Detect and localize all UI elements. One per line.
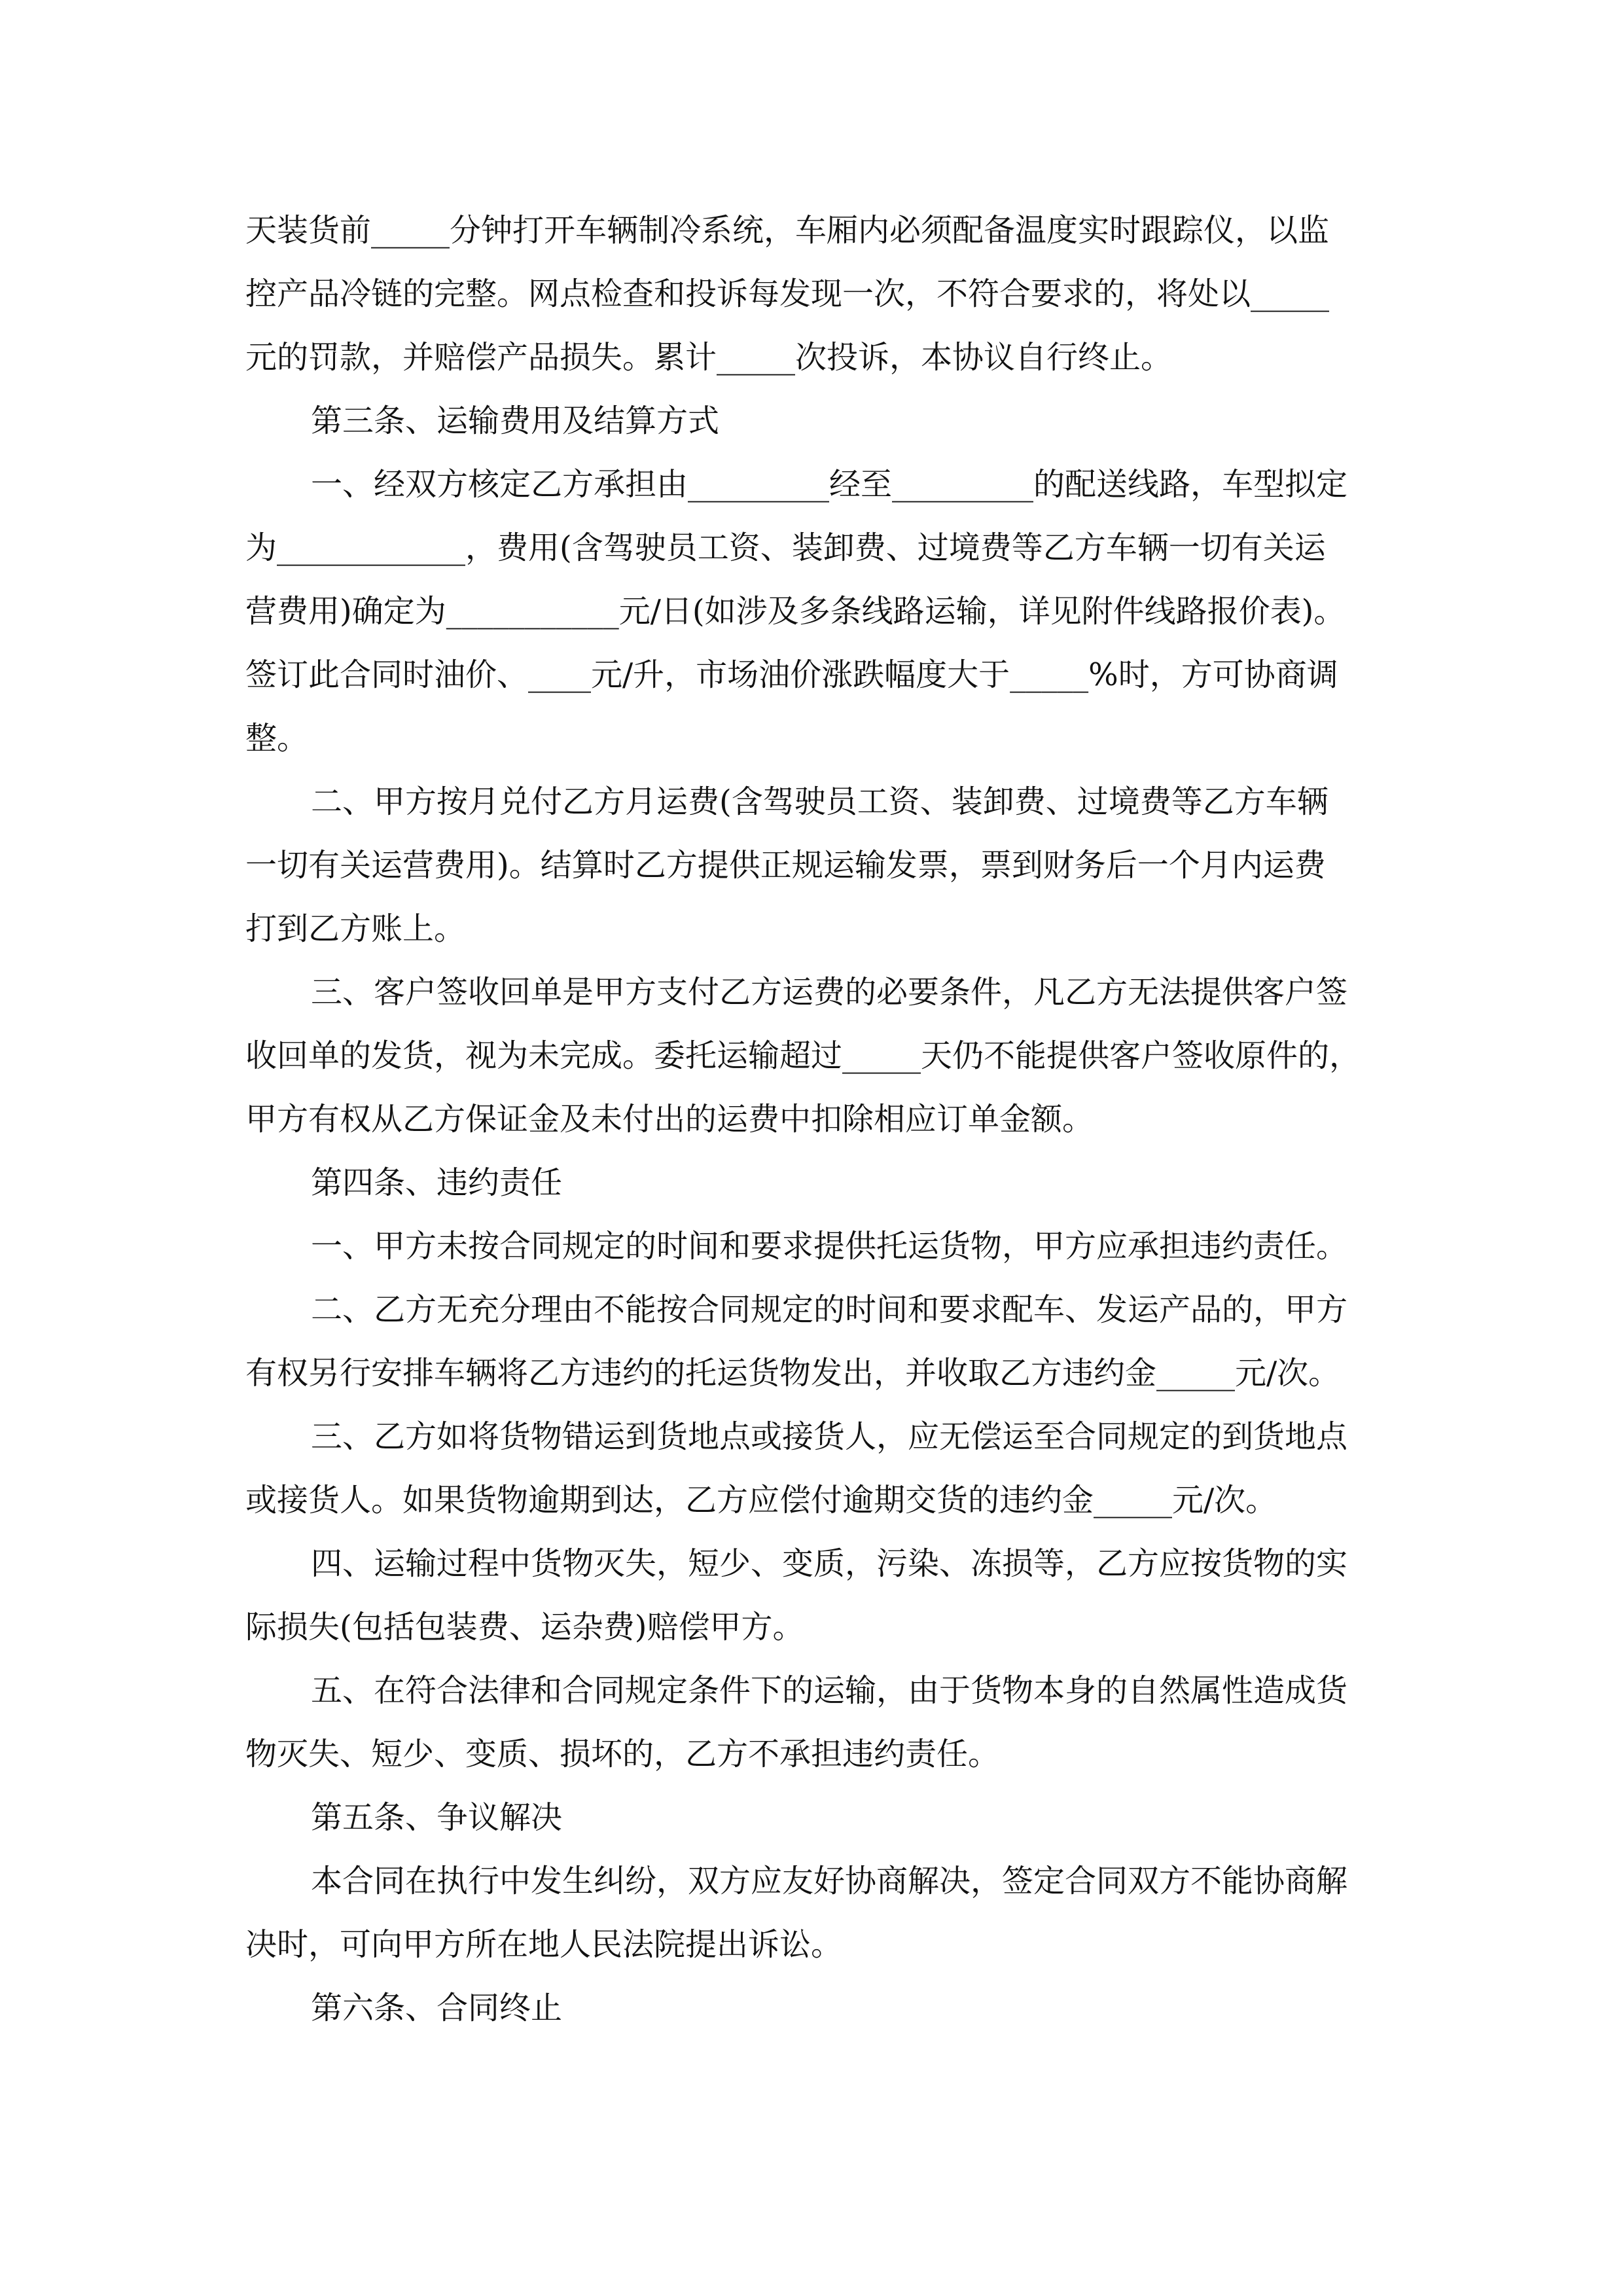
section-heading: 第六条、合同终止 bbox=[311, 1990, 563, 2026]
section-heading: 第四条、违约责任 bbox=[311, 1164, 563, 1201]
body-line: 二、乙方无充分理由不能按合同规定的时间和要求配车、发运产品的，甲方 bbox=[311, 1291, 1348, 1328]
body-line: 整。 bbox=[245, 720, 309, 757]
body-line: 五、在符合法律和合同规定条件下的运输，由于货物本身的自然属性造成货 bbox=[311, 1672, 1348, 1709]
body-line: 有权另行安排车辆将乙方违约的托运货物发出，并收取乙方违约金_____元/次。 bbox=[245, 1355, 1340, 1391]
body-line: 收回单的发货，视为未完成。委托运输超过_____天仍不能提供客户签收原件的， bbox=[245, 1037, 1361, 1074]
body-line: 天装货前_____分钟打开车辆制冷系统，车厢内必须配备温度实时跟踪仪，以监 bbox=[245, 212, 1330, 249]
body-line: 元的罚款，并赔偿产品损失。累计_____次投诉，本协议自行终止。 bbox=[245, 339, 1173, 376]
body-line: 际损失(包括包装费、运杂费)赔偿甲方。 bbox=[245, 1609, 804, 1645]
body-line: 控产品冷链的完整。网点检查和投诉每发现一次，不符合要求的，将处以_____ bbox=[245, 276, 1330, 312]
body-line: 一、经双方核定乙方承担由_________经至_________的配送线路，车型拟定 bbox=[311, 466, 1348, 503]
body-line: 本合同在执行中发生纠纷，双方应友好协商解决，签定合同双方不能协商解 bbox=[311, 1863, 1348, 1899]
body-line: 为____________，费用(含驾驶员工资、装卸费、过境费等乙方车辆一切有关运 bbox=[245, 529, 1326, 566]
body-line: 一切有关运营费用)。结算时乙方提供正规运输发票，票到财务后一个月内运费 bbox=[245, 847, 1326, 884]
body-line: 或接货人。如果货物逾期到达，乙方应偿付逾期交货的违约金_____元/次。 bbox=[245, 1482, 1277, 1518]
body-line: 物灭失、短少、变质、损坏的，乙方不承担违约责任。 bbox=[245, 1736, 1000, 1772]
body-line: 二、甲方按月兑付乙方月运费(含驾驶员工资、装卸费、过境费等乙方车辆 bbox=[311, 783, 1329, 820]
body-line: 一、甲方未按合同规定的时间和要求提供托运货物，甲方应承担违约责任。 bbox=[311, 1228, 1348, 1265]
body-line: 三、客户签收回单是甲方支付乙方运费的必要条件，凡乙方无法提供客户签 bbox=[311, 974, 1348, 1011]
body-line: 三、乙方如将货物错运到货地点或接货人，应无偿运至合同规定的到货地点 bbox=[311, 1418, 1348, 1455]
body-line: 决时，可向甲方所在地人民法院提出诉讼。 bbox=[245, 1926, 843, 1963]
body-line: 打到乙方账上。 bbox=[245, 910, 466, 947]
section-heading: 第三条、运输费用及结算方式 bbox=[311, 403, 720, 439]
body-line: 签订此合同时油价、____元/升，市场油价涨跌幅度大于_____%时，方可协商调 bbox=[245, 656, 1338, 693]
body-line: 营费用)确定为___________元/日(如涉及多条线路运输，详见附件线路报价表)。 bbox=[245, 593, 1346, 630]
section-heading: 第五条、争议解决 bbox=[311, 1799, 563, 1836]
body-line: 甲方有权从乙方保证金及未付出的运费中扣除相应订单金额。 bbox=[245, 1101, 1094, 1138]
body-line: 四、运输过程中货物灭失，短少、变质，污染、冻损等，乙方应按货物的实 bbox=[311, 1545, 1348, 1582]
